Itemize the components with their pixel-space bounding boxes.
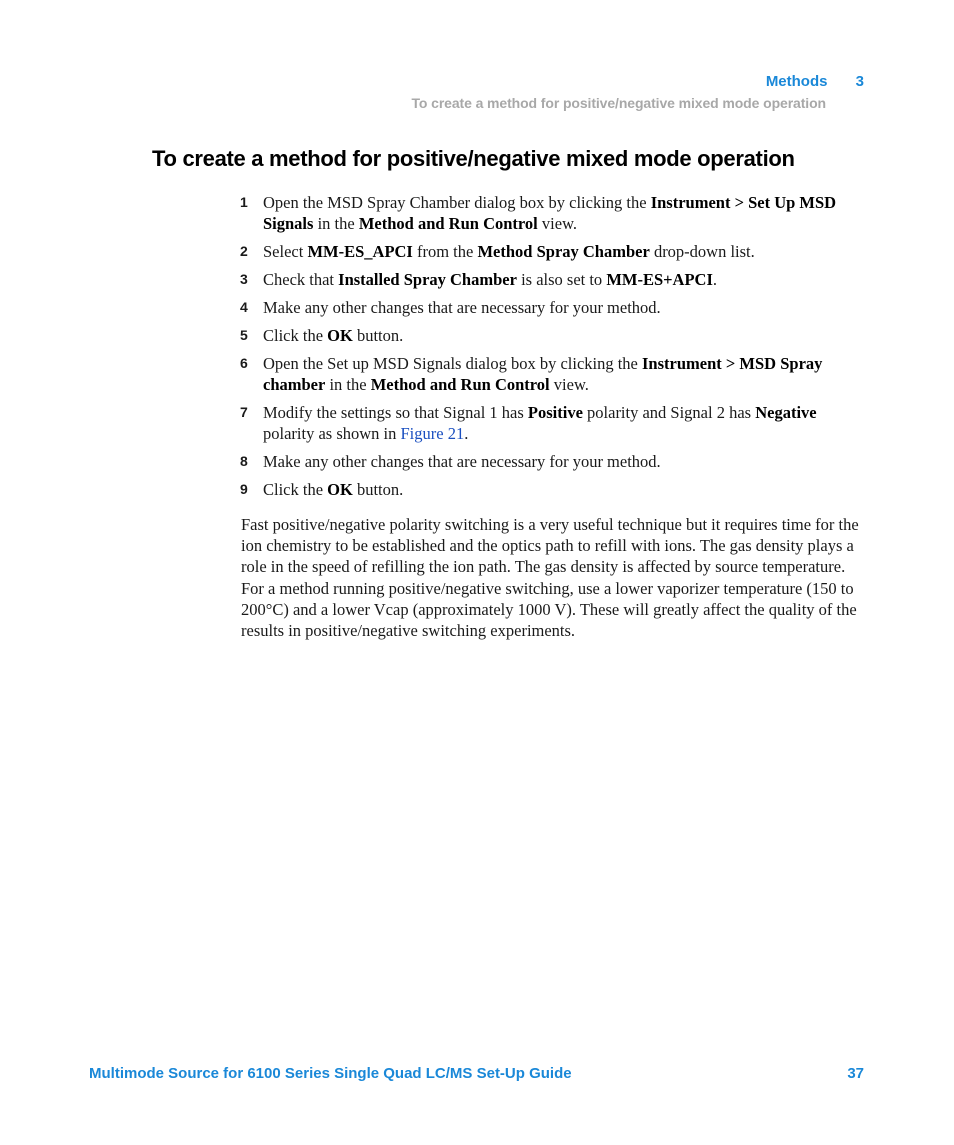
step-text: Modify the settings so that Signal 1 has: [263, 403, 528, 422]
step-bold-term: Instrument > MSD Spray chamber: [263, 354, 823, 394]
step-bold-term: OK: [327, 326, 353, 345]
step-item: [240, 353, 864, 395]
step-text: Click the: [263, 480, 328, 499]
step-item: [240, 269, 864, 290]
step-text: Check that: [263, 270, 339, 289]
step-text: polarity as shown in: [263, 424, 401, 443]
header-chapter-number: 3: [855, 73, 864, 90]
step-item: [240, 479, 864, 500]
step-number: 1: [240, 194, 248, 210]
step-number: 3: [240, 271, 248, 287]
step-text: in the: [313, 214, 359, 233]
step-text: .: [712, 270, 717, 289]
step-item: [240, 297, 864, 318]
step-text: Make any other changes that are necessary for your method.: [263, 452, 661, 471]
step-text: drop-down list.: [649, 242, 755, 261]
step-number: 8: [240, 453, 248, 469]
step-number: 4: [240, 299, 248, 315]
step-bold-term: Instrument > Set Up MSD Signals: [263, 193, 837, 233]
running-header: [766, 73, 864, 90]
body-paragraph: Fast positive/negative polarity switching is a very useful technique but it requires time for the ion chemistry to be established and the optics path to refill with ions. The gas density plays a role in the speed of refilling the ion path. The gas density is affected by source temperature. For a method running positive/negative switching, use a lower vaporizer temperature (150 to 200°C) and a lower Vcap (approximately 1000 V). These will greatly affect the quality of the results in positive/negative switching experiments.: [241, 515, 859, 641]
step-text: .: [464, 424, 469, 443]
step-bold-term: Method Spray Chamber: [477, 242, 650, 261]
step-bold-term: OK: [327, 480, 353, 499]
step-number: 5: [240, 327, 248, 343]
procedure-steps-list: [240, 192, 864, 507]
step-number: 9: [240, 481, 248, 497]
header-section-name: Methods: [765, 73, 828, 90]
step-text: in the: [325, 375, 371, 394]
figure-link[interactable]: Figure 21: [400, 424, 465, 443]
step-text: view.: [549, 375, 589, 394]
step-text: Open the Set up MSD Signals dialog box by clicking the: [263, 354, 643, 373]
step-text: from the: [412, 242, 478, 261]
step-number: 7: [240, 404, 248, 420]
page-number: 37: [847, 1065, 864, 1082]
step-item: [240, 241, 864, 262]
step-bold-term: MM-ES+APCI: [606, 270, 713, 289]
step-text: Make any other changes that are necessary for your method.: [263, 298, 661, 317]
step-text: view.: [537, 214, 578, 233]
step-bold-term: MM-ES_APCI: [307, 242, 413, 261]
step-number: 2: [240, 243, 248, 259]
step-item: [240, 451, 864, 472]
step-text: is also set to: [516, 270, 607, 289]
header-subtitle: To create a method for positive/negative mixed mode operation: [411, 95, 826, 111]
step-number: 6: [240, 355, 248, 371]
step-text: Select: [263, 242, 308, 261]
footer-title: Multimode Source for 6100 Series Single Quad LC/MS Set-Up Guide: [89, 1065, 572, 1082]
page-title: To create a method for positive/negative mixed mode operation: [152, 146, 795, 171]
step-bold-term: Installed Spray Chamber: [338, 270, 517, 289]
step-text: button.: [352, 480, 404, 499]
step-bold-term: Negative: [755, 403, 817, 422]
step-bold-term: Method and Run Control: [370, 375, 550, 394]
step-item: [240, 402, 864, 444]
step-bold-term: Positive: [527, 403, 583, 422]
step-text: polarity and Signal 2 has: [582, 403, 756, 422]
step-text: button.: [352, 326, 404, 345]
step-item: [240, 325, 864, 346]
step-text: Open the MSD Spray Chamber dialog box by clicking the: [263, 193, 651, 212]
step-bold-term: Method and Run Control: [358, 214, 538, 233]
step-text: Click the: [263, 326, 328, 345]
step-item: [240, 192, 864, 234]
